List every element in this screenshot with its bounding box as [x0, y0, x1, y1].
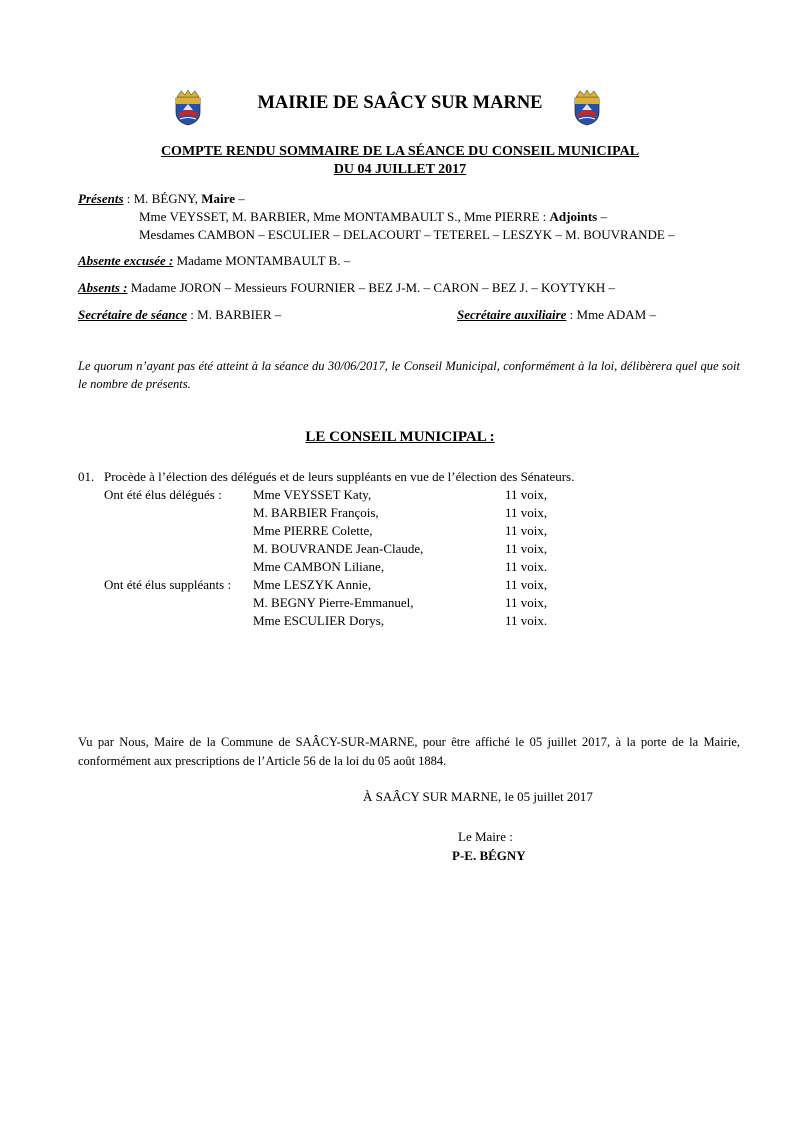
presents-adjoints-line — [139, 209, 607, 225]
aux-secretary-label: Secrétaire auxiliaire — [457, 307, 567, 322]
item-text: Procède à l’élection des délégués et de leurs suppléants en vue de l’élection des Sénateurs. — [104, 469, 575, 484]
substitutes-label: Ont été élus suppléants : — [104, 577, 232, 592]
mayor-role: Maire — [201, 191, 235, 206]
vote-count: 11 voix. — [505, 559, 548, 574]
secretary-label: Secrétaire de séance — [78, 307, 188, 322]
presents-suffix: – — [234, 191, 245, 206]
report-date: DU 04 JUILLET 2017 — [333, 162, 467, 177]
list-item: M. BEGNY Pierre-Emmanuel, — [253, 595, 414, 610]
section-title: LE CONSEIL MUNICIPAL : — [305, 429, 495, 445]
place-date: À SAÂCY SUR MARNE, le 05 juillet 2017 — [363, 789, 593, 804]
list-item: Mme VEYSSET Katy, — [253, 487, 372, 502]
absent-label: Absents : — [78, 280, 128, 295]
presents-label: Présents — [78, 191, 124, 206]
vote-count: 11 voix, — [505, 523, 548, 538]
vote-count: 11 voix, — [505, 541, 548, 556]
list-item: Mme LESZYK Annie, — [253, 577, 372, 592]
list-item: Mme ESCULIER Dorys, — [253, 613, 385, 628]
page-title: MAIRIE DE SAÂCY SUR MARNE — [257, 93, 543, 113]
posting-notice: Vu par Nous, Maire de la Commune de SAÂCY-SUR-MARNE, pour être affiché le 05 juillet 2017, à la porte de la Mairie, conformément aux prescriptions de l’Article 56 de la loi du 05 août 1884. — [78, 735, 740, 768]
secretary-line — [78, 307, 281, 323]
excused-label: Absente excusée : — [78, 253, 174, 268]
excused-value: Madame MONTAMBAULT B. – — [173, 253, 351, 268]
adjoints-suffix: – — [597, 209, 607, 224]
absent-line — [78, 280, 615, 296]
list-item: Mme CAMBON Liliane, — [253, 559, 385, 574]
aux-secretary-value: : Mme ADAM – — [566, 307, 656, 322]
report-subtitle: COMPTE RENDU SOMMAIRE DE LA SÉANCE DU CONSEIL MUNICIPAL — [160, 144, 640, 159]
signer-role: Le Maire : — [458, 829, 513, 844]
signer-name: P-E. BÉGNY — [452, 848, 526, 863]
list-item: M. BARBIER François, — [253, 505, 379, 520]
adjoints-names: Mme VEYSSET, M. BARBIER, Mme MONTAMBAULT S., Mme PIERRE : — [139, 209, 550, 224]
vote-count: 11 voix, — [505, 505, 548, 520]
adjoints-role: Adjoints — [549, 209, 598, 224]
vote-count: 11 voix. — [505, 613, 548, 628]
vote-count: 11 voix, — [505, 577, 548, 592]
quorum-note: Le quorum n’ayant pas été atteint à la séance du 30/06/2017, le Conseil Municipal, conformément à la loi, délibèrera quel que soit le nombre de présents. — [78, 359, 740, 391]
excused-line — [78, 253, 350, 269]
aux-secretary-line — [457, 307, 656, 323]
presents-mayor: : M. BÉGNY, — [123, 191, 202, 206]
item-number: 01. — [78, 469, 95, 484]
presents-councillors-line: Mesdames CAMBON – ESCULIER – DELACOURT – TETEREL – LESZYK – M. BOUVRANDE – — [139, 227, 675, 242]
delegates-label: Ont été élus délégués : — [104, 487, 222, 502]
absent-value: Madame JORON – Messieurs FOURNIER – BEZ J-M. – CARON – BEZ J. – KOYTYKH – — [127, 280, 615, 295]
list-item: M. BOUVRANDE Jean-Claude, — [253, 541, 424, 556]
vote-count: 11 voix, — [505, 487, 548, 502]
presents-line — [78, 191, 245, 207]
vote-count: 11 voix, — [505, 595, 548, 610]
list-item: Mme PIERRE Colette, — [253, 523, 373, 538]
secretary-value: : M. BARBIER – — [187, 307, 282, 322]
